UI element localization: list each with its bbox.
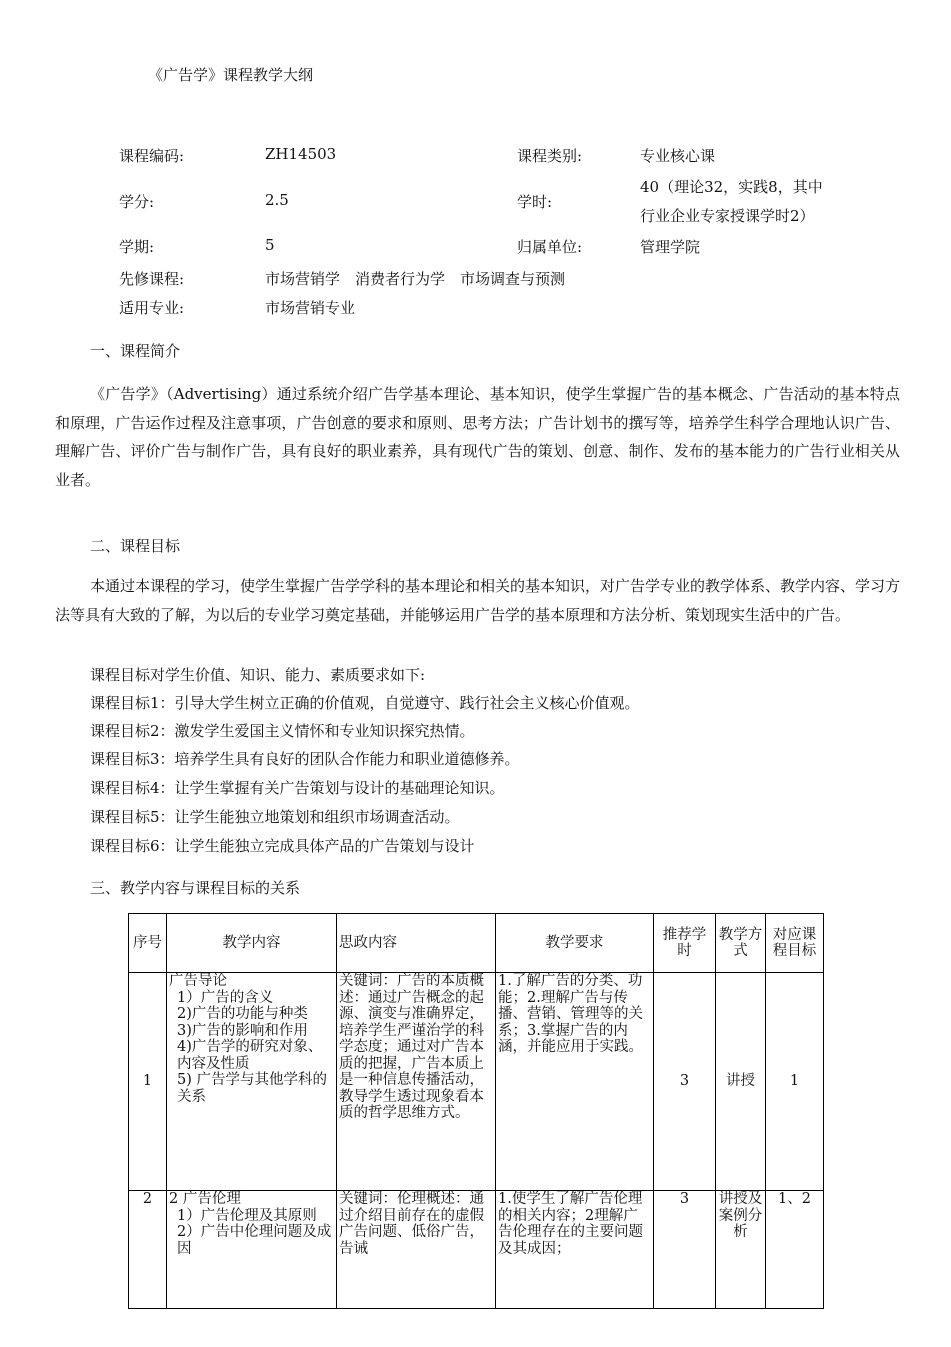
content-line: 1）广告的含义 bbox=[177, 989, 274, 1006]
goal-item: 课程目标1：引导大学生树立正确的价值观，自觉遵守、践行社会主义核心价值观。 bbox=[90, 694, 640, 712]
section2-heading: 二、课程目标 bbox=[90, 537, 181, 555]
table-row bbox=[129, 973, 824, 1191]
course-code-value: ZH14503 bbox=[265, 145, 337, 163]
section1-body: 《广告学》（Advertising）通过系统介绍广告学基本理论、基本知识，使学生掌握广告的基本概念、广告活动的基本特点和原理，广告运作过程及注意事项，广告创意的要求和原则、思考方法；广告计划书的撰写等，培养学生科学合理地认识广告、理解广告、评价广告与制作广告，具有良好的职业素养，具有现代广告的策划、创意、制作、发布的基本能力的广告行业相关从业者。 bbox=[55, 385, 900, 489]
hours-value-line2: 行业企业专家授课学时2） bbox=[640, 207, 815, 225]
term-value: 5 bbox=[265, 236, 275, 254]
row-hours: 3 bbox=[654, 1191, 716, 1309]
row-goal: 1 bbox=[766, 973, 824, 1191]
table-header-row bbox=[129, 914, 824, 973]
header-content: 教学内容 bbox=[167, 914, 337, 973]
goals-intro: 课程目标对学生价值、知识、能力、素质要求如下: bbox=[90, 666, 426, 684]
hours-value-line1: 40（理论32，实践8，其中 bbox=[640, 178, 823, 196]
row-method: 讲授及案例分析 bbox=[716, 1191, 766, 1309]
row-ideology: 关键词：广告的本质概述：通过广告概念的起源、演变与准确界定，培养学生严谨治学的科学态度；通过对广告本质的把握，广告本质上是一种信息传播活动，教导学生透过现象看本质的哲学思维方式。 bbox=[337, 973, 496, 1191]
row-no: 2 bbox=[129, 1191, 167, 1309]
major-label: 适用专业: bbox=[119, 299, 185, 317]
content-table bbox=[128, 913, 824, 1309]
credit-label: 学分: bbox=[119, 193, 155, 211]
header-hours: 推荐学时 bbox=[654, 914, 716, 973]
course-type-label: 课程类别: bbox=[517, 147, 583, 165]
credit-value: 2.5 bbox=[265, 191, 289, 209]
goal-item: 课程目标2：激发学生爱国主义情怀和专业知识探究热情。 bbox=[90, 722, 475, 740]
section1-heading: 一、课程简介 bbox=[90, 342, 181, 360]
row-requirement: 1.了解广告的分类、功能；2.理解广告与传播、营销、管理等的关系；3.掌握广告的内涵，并能应用于实践。 bbox=[496, 973, 654, 1191]
header-requirement: 教学要求 bbox=[496, 914, 654, 973]
unit-label: 归属单位: bbox=[517, 238, 583, 256]
hours-label: 学时: bbox=[517, 193, 553, 211]
unit-value: 管理学院 bbox=[640, 238, 701, 256]
prereq-label: 先修课程: bbox=[119, 270, 185, 288]
goal-item: 课程目标6：让学生能独立完成具体产品的广告策划与设计 bbox=[90, 837, 475, 855]
document-title: 《广告学》课程教学大纲 bbox=[148, 66, 314, 84]
goal-item: 课程目标3：培养学生具有良好的团队合作能力和职业道德修养。 bbox=[90, 750, 520, 768]
table-row bbox=[129, 1191, 824, 1309]
major-value: 市场营销专业 bbox=[265, 299, 356, 317]
row-content bbox=[167, 973, 337, 1191]
content-line: 5) 广告学与其他学科的关系 bbox=[177, 1072, 327, 1105]
course-code-label: 课程编码: bbox=[119, 147, 185, 165]
term-label: 学期: bbox=[119, 238, 155, 256]
row-requirement: 1.使学生了解广告伦理的相关内容；2理解广告伦理存在的主要问题及其成因； bbox=[496, 1191, 654, 1309]
content-line: 2）广告中伦理问题及成因 bbox=[177, 1224, 332, 1257]
course-type-value: 专业核心课 bbox=[640, 147, 716, 165]
row-ideology: 关键词：伦理概述：通过介绍目前存在的虚假广告问题、低俗广告，告诫 bbox=[337, 1191, 496, 1309]
row-hours: 3 bbox=[654, 973, 716, 1191]
row-method: 讲授 bbox=[716, 973, 766, 1191]
header-no: 序号 bbox=[129, 914, 167, 973]
content-line: 广告导论 bbox=[169, 973, 227, 989]
header-goal: 对应课程目标 bbox=[766, 914, 824, 973]
content-line: 3)广告的影响和作用 bbox=[177, 1022, 308, 1039]
row-goal: 1、2 bbox=[766, 1191, 824, 1309]
header-ideology: 思政内容 bbox=[337, 914, 496, 973]
goal-item: 课程目标5：让学生能独立地策划和组织市场调查活动。 bbox=[90, 808, 460, 826]
section3-heading: 三、教学内容与课程目标的关系 bbox=[90, 879, 301, 897]
content-line: 2 广告伦理 bbox=[169, 1191, 241, 1207]
content-line: 4)广告学的研究对象、内容及性质 bbox=[177, 1039, 323, 1072]
section2-body: 本通过本课程的学习，使学生掌握广告学学科的基本理论和相关的基本知识，对广告学专业的教学体系、教学内容、学习方法等具有大致的了解，为以后的专业学习奠定基础，并能够运用广告学的基本原理和方法分析、策划现实生活中的广告。 bbox=[55, 577, 901, 624]
content-line: 1）广告伦理及其原则 bbox=[177, 1207, 317, 1224]
content-line: 2)广告的功能与种类 bbox=[177, 1006, 308, 1022]
header-method: 教学方式 bbox=[716, 914, 766, 973]
prereq-value: 市场营销学 消费者行为学 市场调查与预测 bbox=[265, 270, 566, 288]
row-no: 1 bbox=[129, 973, 167, 1191]
row-content bbox=[167, 1191, 337, 1309]
goal-item: 课程目标4：让学生掌握有关广告策划与设计的基础理论知识。 bbox=[90, 779, 505, 797]
